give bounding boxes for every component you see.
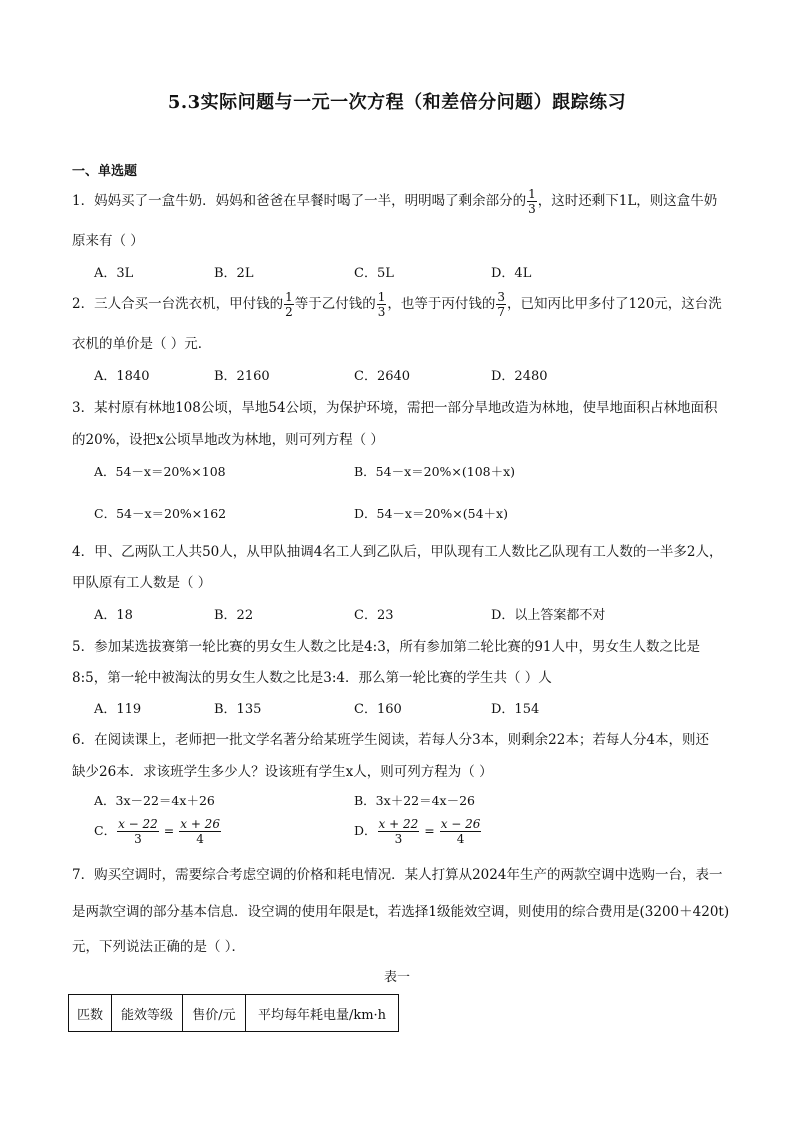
question-7-line-2: 是两款空调的部分基本信息．设空调的使用年限是t，若选择1级能效空调，则使用的综合费用是(3200＋420t) <box>72 904 730 920</box>
table-header-cell: 平均每年耗电量/km·h <box>246 995 399 1032</box>
question-2-line-2: 衣机的单价是（ ）元． <box>72 336 212 352</box>
option-d[interactable]: D． $\frac{x + 22}{3}$ = $\frac{x - 26}{4}$ <box>354 817 481 846</box>
fraction: $\frac{x + 26}{4}$ <box>180 817 220 846</box>
table-caption: 表一 <box>383 970 410 985</box>
option-c[interactable]: C．2640 <box>354 369 411 384</box>
question-1-line-1 <box>72 188 717 215</box>
option-d[interactable]: D．以上答案都不对 <box>491 608 606 623</box>
fraction: $\frac{1}{3}$ <box>528 187 536 216</box>
option-a[interactable]: A．54－x＝20%×108 <box>94 464 226 479</box>
option-d[interactable]: D．54－x＝20%×(54＋x) <box>354 506 508 521</box>
option-b[interactable]: B．22 <box>214 608 254 623</box>
table-header-cell: 售价/元 <box>183 995 246 1032</box>
option-b[interactable]: B．2L <box>214 266 254 281</box>
question-1-line-2: 原来有（ ） <box>72 233 144 249</box>
question-1-text-cont: ，这时还剩下1L，则这盒牛奶 <box>537 193 718 209</box>
section-heading: 一、单选题 <box>72 164 138 179</box>
option-a[interactable]: A．3L <box>94 266 134 281</box>
question-3-line-1: 3．某村原有林地108公顷，旱地54公顷，为保护环境，需把一部分旱地改造为林地，使旱地面积占林地面积 <box>72 400 718 416</box>
spec-table <box>68 994 399 1032</box>
option-b[interactable]: B．54－x＝20%×(108＋x) <box>354 464 516 479</box>
option-c[interactable]: C．5L <box>354 266 394 281</box>
question-5-line-1: 5．参加某选拔赛第一轮比赛的男女生人数之比是4:3，所有参加第二轮比赛的91人中，男女生人数之比是 <box>72 639 700 655</box>
question-4-line-1: 4．甲、乙两队工人共50人，从甲队抽调4名工人到乙队后，甲队现有工人数比乙队现有工人数的一半多2人， <box>72 544 723 560</box>
fraction: $\frac{x - 22}{3}$ <box>118 817 158 846</box>
question-2-line-1: 2．三人合买一台洗衣机，甲付钱的 $\frac{1}{2}$ 等于乙付钱的 $\frac{1}{3}$ ，也等于丙付钱的 $\frac{3}{7}$ ，已知丙比甲多付了120元，这台洗 <box>72 290 722 319</box>
option-b[interactable]: B．2160 <box>214 369 270 384</box>
option-a[interactable]: A．3x－22＝4x＋26 <box>94 793 215 808</box>
fraction: $\frac{x + 22}{3}$ <box>378 817 419 846</box>
question-4-line-2: 甲队原有工人数是（ ） <box>72 575 212 591</box>
option-a[interactable]: A．1840 <box>94 369 150 384</box>
question-1-text: 1．妈妈买了一盒牛奶．妈妈和爸爸在早餐时喝了一半，明明喝了剩余部分的 <box>72 193 527 209</box>
fraction: $\frac{1}{2}$ <box>285 290 293 319</box>
option-d[interactable]: D．4L <box>491 266 532 281</box>
question-3-line-2: 的20%，设把x公顷旱地改为林地，则可列方程（ ） <box>72 432 384 448</box>
option-b[interactable]: B．135 <box>214 702 262 717</box>
table-header-row <box>69 995 399 1032</box>
option-b[interactable]: B．3x＋22＝4x－26 <box>354 793 476 808</box>
table-header-cell: 匹数 <box>69 995 112 1032</box>
fraction: $\frac{1}{3}$ <box>377 290 386 319</box>
option-c[interactable]: C．23 <box>354 608 394 623</box>
fraction: $\frac{x - 26}{4}$ <box>440 817 481 846</box>
option-c[interactable]: C． $\frac{x - 22}{3}$ = $\frac{x + 26}{4}$ <box>94 817 220 846</box>
question-7-line-3: 元，下列说法正确的是（ ）． <box>72 939 246 955</box>
option-d[interactable]: D．154 <box>491 702 540 717</box>
question-7-line-1: 7．购买空调时，需要综合考虑空调的价格和耗电情况．某人打算从2024年生产的两款空调中选购一台，表一 <box>72 867 723 883</box>
option-d[interactable]: D．2480 <box>491 369 548 384</box>
page-title: 5.3实际问题与一元一次方程（和差倍分问题）跟踪练习 <box>167 92 627 113</box>
fraction: $\frac{3}{7}$ <box>497 290 506 319</box>
question-6-line-2: 缺少26本．求该班学生多少人？设该班有学生x人，则可列方程为（ ） <box>72 764 493 780</box>
option-a[interactable]: A．18 <box>94 608 133 623</box>
question-5-line-2: 8:5，第一轮中被淘汰的男女生人数之比是3:4．那么第一轮比赛的学生共（ ）人 <box>72 670 552 686</box>
option-c[interactable]: C．160 <box>354 702 402 717</box>
question-6-line-1: 6．在阅读课上，老师把一批文学名著分给某班学生阅读，若每人分3本，则剩余22本；若每人分4本，则还 <box>72 732 709 748</box>
table-header-cell: 能效等级 <box>112 995 183 1032</box>
option-a[interactable]: A．119 <box>94 702 142 717</box>
option-c[interactable]: C．54－x＝20%×162 <box>94 506 227 521</box>
